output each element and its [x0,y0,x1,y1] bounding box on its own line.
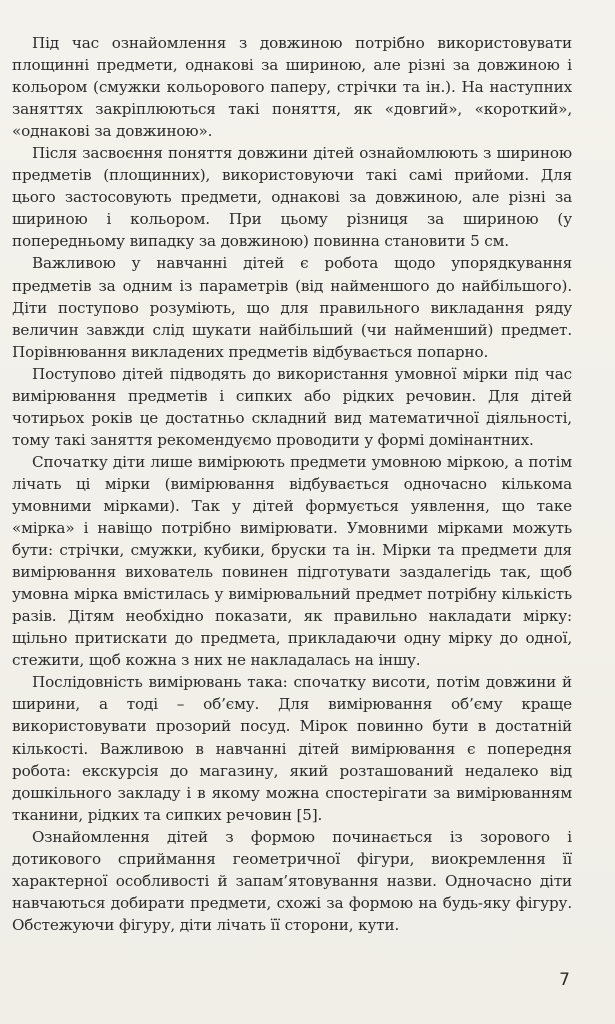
body-text [12,32,572,936]
page-number: 7 [559,970,570,990]
paragraph-shape: Ознайомлення дітей з формою починається із зорового і дотикового сприймання геометричної фігури, виокремлення її характерної особливості й запам’ятовування назви. Одночасно діти навчаються добирати предмети, схожі за формою на будь-яку фігуру. Обстежуючи фігуру, діти лічать її сторони, кути. [12,827,572,934]
paragraph-length: Під час ознайомлення з довжиною потрібно використовувати площинні предмети, однакові за шириною, але різні за довжиною і кольором (смужки кольорового паперу, стрічки та ін.). На наступних заняттях закріплюються такі поняття, як «довгий», «короткий», «однакові за довжиною». [12,34,572,141]
paragraph-ordering: Важливою у навчанні дітей є робота щодо упорядкування предметів за одним із параметрів (від найменшого до найбільшого). Діти поступово розуміють, що для правильного викладання ряду величин завжди слід шукати найбільший (чи найменший) предмет. Порівнювання викладених предметів відбувається попарно. [12,254,572,361]
paragraph-width: Після засвоєння поняття довжини дітей ознайомлюють з шириною предметів (площинних), використовуючи такі самі прийоми. Для цього застосовують предмети, однакові за довжиною, але різні за шириною і кольором. При цьому різниця за шириною (у попередньому випадку за довжиною) повинна становити 5 см. [12,144,572,251]
paragraph-measuring: Спочатку діти лише вимірюють предмети умовною міркою, а потім лічать ці мірки (вимірювання відбувається одночасно кількома умовними мірками). Так у дітей формується уявлення, що таке «мірка» і навіщо потрібно вимірювати. Умовними мірками можуть бути: стрічки, смужки, кубики, бруски та ін. Мірки та предмети для вимірювання вихователь повинен підготувати заздалегідь так, щоб умовна мірка вмістилась у вимірювальний предмет потрібну кількість разів. Дітям необхідно показати, як правильно накладати мірку: щільно притискати до предмета, прикладаючи одну мірку до одної, стежити, щоб кожна з них не накладалась на іншу. [12,452,572,670]
paragraph-sequence: Послідовність вимірювань така: спочатку висоти, потім довжини й ширини, а тоді – об’єму. Для вимірювання об’єму краще використовувати прозорий посуд. Мірок повинно бути в достатній кількості. Важливою в навчанні дітей вимірювання є попередня робота: екскурсія до магазину, який розташований недалеко від дошкільного закладу і в якому можна спостерігати за вимірюванням тканини, рідких та сипких речовин [5]. [12,673,572,824]
paragraph-conditional-measure: Поступово дітей підводять до використання умовної мірки під час вимірювання предметів і сипких або рідких речовин. Для дітей чотирьох років це достатньо складний вид математичної діяльності, тому такі заняття рекомендуємо проводити у формі домінантних. [12,364,572,449]
